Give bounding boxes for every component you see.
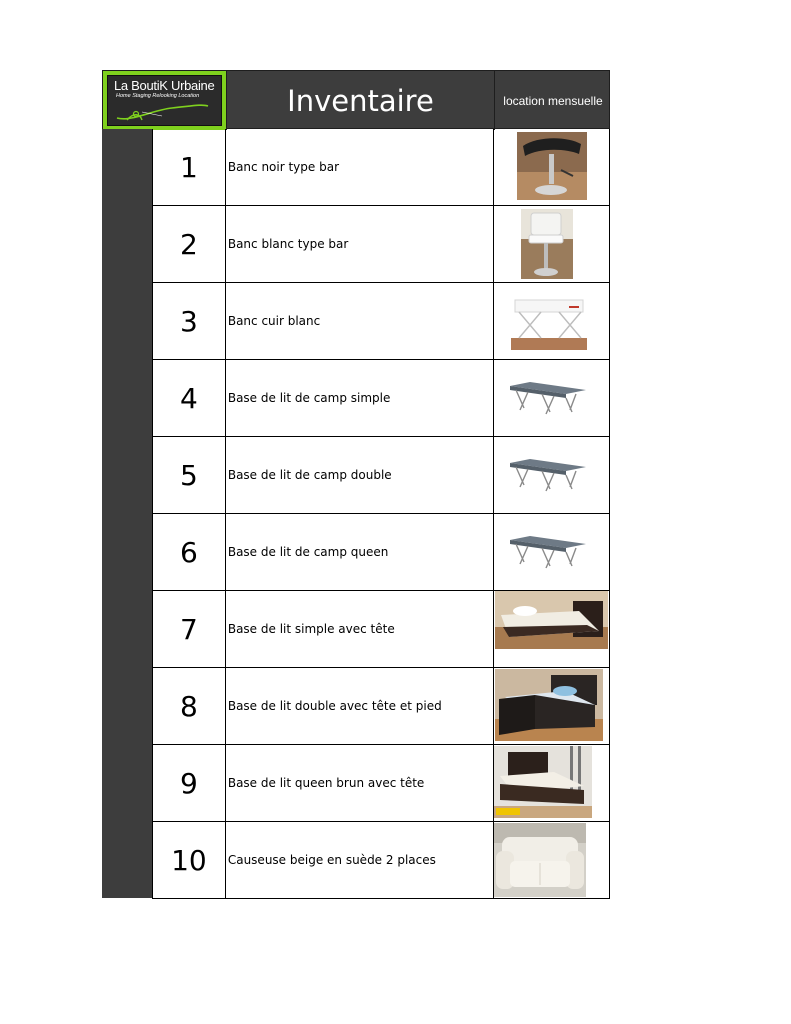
left-margin-band: [102, 129, 152, 898]
table-row: [152, 514, 610, 591]
item-photo: [494, 360, 609, 436]
white-bar-stool-icon: [521, 209, 573, 279]
item-photo: [494, 283, 609, 359]
table-row: [152, 745, 610, 822]
white-leather-bench-icon: [511, 294, 587, 350]
item-number: 6: [153, 514, 226, 590]
table-row: [152, 360, 610, 437]
item-description: Base de lit de camp double: [226, 437, 494, 513]
item-photo: [494, 514, 609, 590]
item-photo: [494, 745, 609, 821]
item-description: Banc cuir blanc: [226, 283, 494, 359]
item-number: 5: [153, 437, 226, 513]
item-number: 2: [153, 206, 226, 282]
table-row: [152, 129, 610, 206]
item-photo: [494, 206, 609, 282]
item-photo: [494, 822, 609, 898]
item-photo: [494, 437, 609, 513]
item-description: Base de lit de camp simple: [226, 360, 494, 436]
beige-loveseat-icon: [494, 823, 586, 897]
item-number: 10: [153, 822, 226, 898]
table-row: [152, 822, 610, 899]
item-description: Base de lit simple avec tête: [226, 591, 494, 667]
item-number: 4: [153, 360, 226, 436]
logo-name: La BoutiK Urbaine: [114, 78, 215, 93]
item-number: 1: [153, 129, 226, 205]
item-description: Banc noir type bar: [226, 129, 494, 205]
item-description: Base de lit double avec tête et pied: [226, 668, 494, 744]
item-number: 9: [153, 745, 226, 821]
item-photo: [494, 668, 609, 744]
item-number: 3: [153, 283, 226, 359]
black-bar-stool-icon: [517, 132, 587, 200]
brown-queen-bed-icon: [494, 746, 592, 818]
logo-tagline: Home Staging Relooking Location: [116, 93, 200, 99]
table-row: [152, 206, 610, 283]
table-header: [102, 70, 610, 129]
table-row: [152, 591, 610, 668]
bed-with-headboard-and-footboard-icon: [495, 669, 603, 741]
item-description: Base de lit queen brun avec tête: [226, 745, 494, 821]
item-photo: [494, 129, 609, 205]
item-number: 7: [153, 591, 226, 667]
price-column-header: location mensuelle: [503, 93, 603, 108]
inventory-rows: [152, 129, 610, 899]
item-photo: [494, 591, 609, 667]
item-description: Banc blanc type bar: [226, 206, 494, 282]
inventory-sheet: [102, 70, 610, 898]
page-title: Inventaire: [226, 71, 495, 130]
table-row: [152, 437, 610, 514]
camp-cot-icon: [506, 455, 590, 495]
logo-swirl-icon: [112, 98, 212, 126]
company-logo: [103, 71, 226, 130]
item-number: 8: [153, 668, 226, 744]
item-description: Causeuse beige en suède 2 places: [226, 822, 494, 898]
item-description: Base de lit de camp queen: [226, 514, 494, 590]
bed-with-headboard-icon: [495, 591, 608, 649]
camp-cot-icon: [506, 378, 590, 418]
table-row: [152, 283, 610, 360]
table-row: [152, 668, 610, 745]
camp-cot-icon: [506, 532, 590, 572]
